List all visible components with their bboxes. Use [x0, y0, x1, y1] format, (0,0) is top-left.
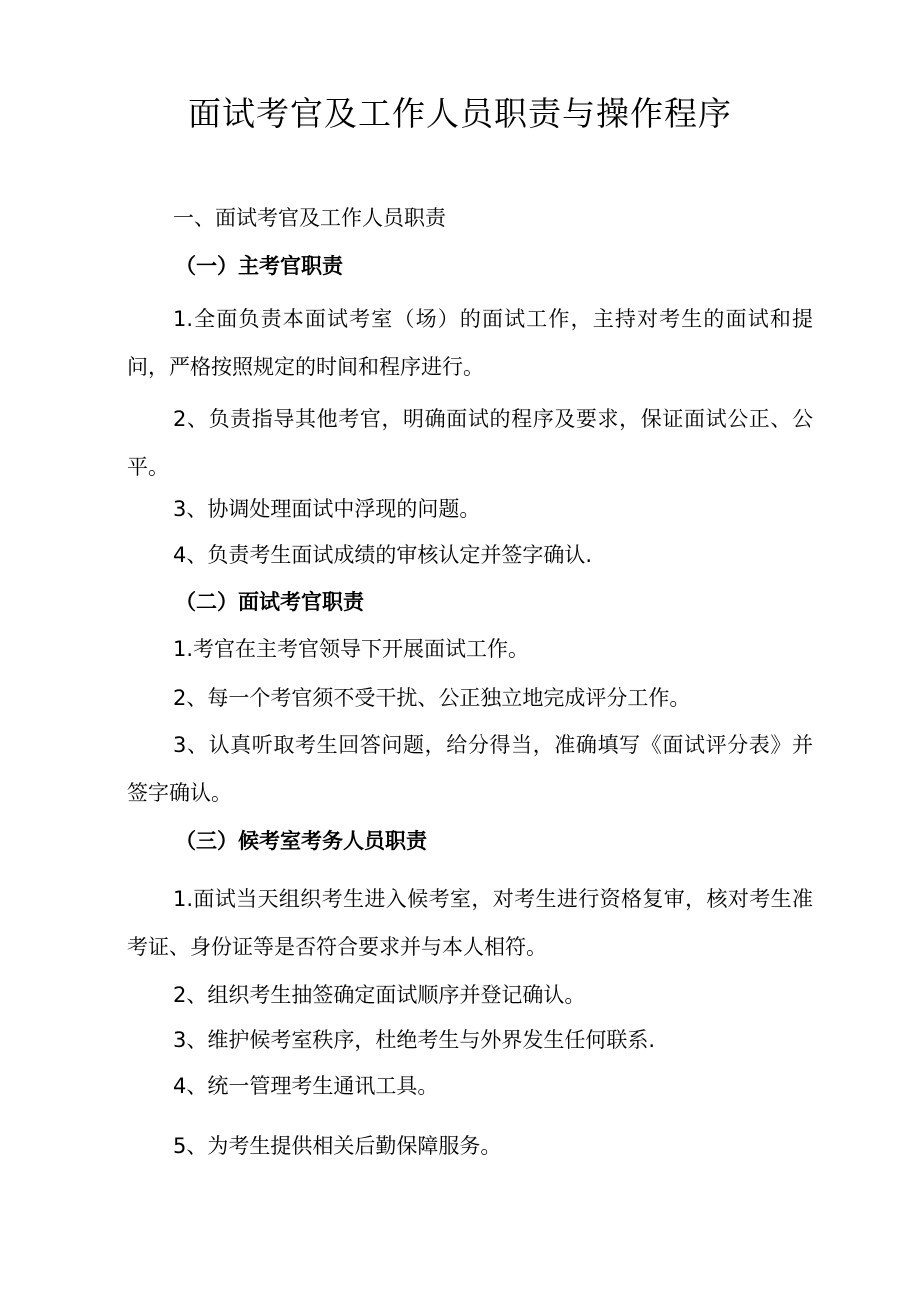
subsection-heading-chief-examiner: （一）主考官职责 — [175, 254, 343, 278]
section-heading: 一、面试考官及工作人员职责 — [173, 206, 446, 230]
subsection-heading-examiner: （二）面试考官职责 — [175, 590, 364, 614]
paragraph: 1.面试当天组织考生进入候考室，对考生进行资格复审，核对考生准考证、身份证等是否符合要求并与本人相符。 — [127, 887, 813, 959]
paragraph: 3、认真听取考生回答问题，给分得当，准确填写《面试评分表》并签字确认。 — [127, 733, 813, 805]
paragraph: 3、维护候考室秩序，杜绝考生与外界发生任何联系. — [173, 1028, 656, 1052]
paragraph: 2、负责指导其他考官，明确面试的程序及要求，保证面试公正、公平。 — [127, 407, 813, 479]
paragraph: 1.全面负责本面试考室（场）的面试工作，主持对考生的面试和提问，严格按照规定的时间和程序进行。 — [127, 307, 813, 379]
paragraph: 1.考官在主考官领导下开展面试工作。 — [173, 637, 530, 661]
paragraph: 5、为考生提供相关后勤保障服务。 — [173, 1134, 502, 1158]
paragraph: 3、协调处理面试中浮现的问题。 — [173, 497, 481, 521]
paragraph: 2、组织考生抽签确定面试顺序并登记确认。 — [173, 983, 586, 1007]
document-title: 面试考官及工作人员职责与操作程序 — [188, 94, 732, 133]
paragraph: 4、负责考生面试成绩的审核认定并签字确认. — [173, 543, 593, 567]
paragraph: 2、每一个考官须不受干扰、公正独立地完成评分工作。 — [173, 686, 691, 710]
paragraph: 4、统一管理考生通讯工具。 — [173, 1074, 439, 1098]
subsection-heading-waiting-room-staff: （三）候考室考务人员职责 — [175, 829, 427, 853]
